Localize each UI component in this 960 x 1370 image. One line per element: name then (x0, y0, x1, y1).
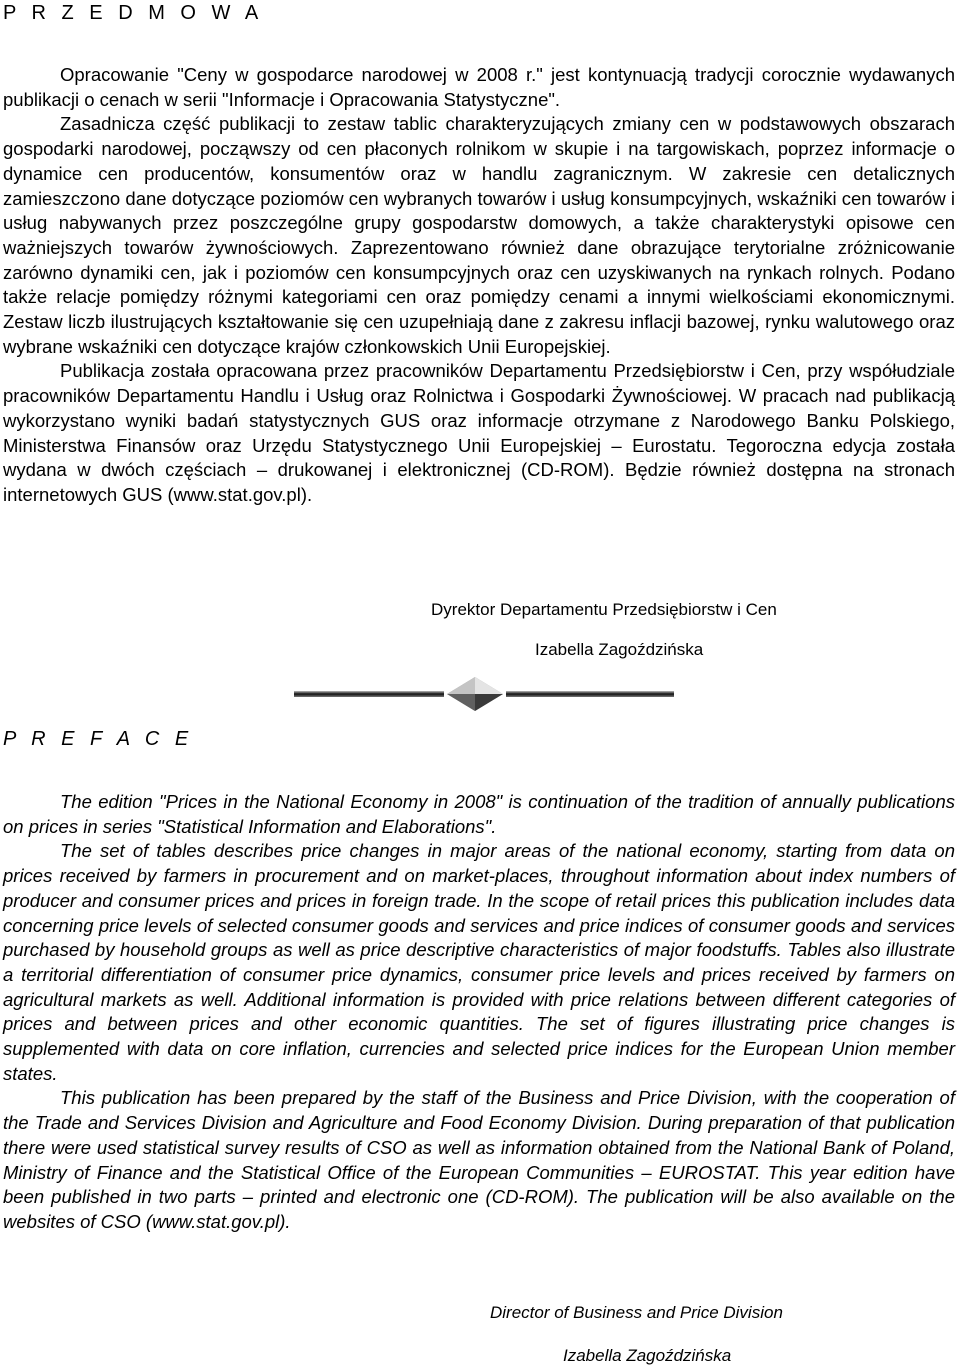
polish-heading: P R Z E D M O W A (3, 2, 264, 24)
polish-paragraph-1: Opracowanie "Ceny w gospodarce narodowej w 2008 r." jest kontynuacją tradycji corocznie wydawanych publikacji o cenach w serii "Informacje i Opracowania Statystyczne". (3, 64, 955, 110)
english-heading: P R E F A C E (3, 728, 194, 750)
english-paragraph-2: The set of tables describes price changes in major areas of the national economy, starting from data on prices received by farmers in procurement and on market-places, throughout information about index numbers of producer and consumer prices and prices in foreign trade. In the scope of retail prices this publication includes data concerning price levels of selected consumer goods and services and price indices of consumer goods and services purchased by household groups as well as price descriptive characteristics of major foodstuffs. Tables also illustrate a territorial differentiation of consumer price dynamics, consumer price levels and prices received by farmers on agricultural markets as well. Additional information is provided with price relations between different categories of prices and between prices and other economic quantities. The set of figures illustrating price changes is supplemented with data on core inflation, currencies and selected price indices for the European Union member states. (3, 840, 955, 1084)
polish-signature-title: Dyrektor Departamentu Przedsiębiorstw i Cen (431, 600, 777, 619)
english-body (3, 790, 955, 1235)
english-paragraph-1: The edition "Prices in the National Economy in 2008" is continuation of the tradition of annually publications on prices in series "Statistical Information and Elaborations". (3, 791, 955, 837)
english-signature-name: Izabella Zagoździńska (563, 1346, 732, 1365)
polish-signature-name: Izabella Zagoździńska (535, 640, 704, 659)
polish-paragraph-2: Zasadnicza część publikacji to zestaw tablic charakteryzujących zmiany cen w podstawowych obszarach gospodarki narodowej, począwszy od cen płaconych rolnikom w skupie i na targowiskach, poprzez informacje o dynamice cen producentów, konsumentów oraz w handlu zagranicznym. W zakresie cen detalicznych zamieszczono dane dotyczące poziomów cen wybranych towarów i usług konsumpcyjnych, wskaźniki cen towarów i usług nabywanych przez poszczególne grupy gospodarstw domowych, a także charakterystyki opisowe cen ważniejszych towarów żywnościowych. Zaprezentowano również dane obrazujące terytorialne zróżnicowanie zarówno dynamiki cen, jak i poziomów cen konsumpcyjnych oraz cen uzyskiwanych na rynkach rolnych. Podano także relacje pomiędzy różnymi kategoriami cen oraz pomiędzy cenami a innymi wielkościami ekonomicznymi. Zestaw liczb ilustrujących kształtowanie się cen uzupełniają dane z zakresu inflacji bazowej, rynku walutowego oraz wybrane wskaźniki cen dotyczące krajów członkowskich Unii Europejskiej. (3, 113, 955, 357)
polish-paragraph-3: Publikacja została opracowana przez pracowników Departamentu Przedsiębiorstw i Cen, przy współudziale pracowników Departamentu Handlu i Usług oraz Rolnictwa i Gospodarki Żywnościowej. W pracach nad publikacją wykorzystano wyniki badań statystycznych GUS oraz informacje otrzymane z Narodowego Banku Polskiego, Ministerstwa Finansów oraz Urzędu Statystycznego Unii Europejskiej – Eurostatu. Tegoroczna edycja została wydana w dwóch częściach – drukowanej i elektronicznej (CD-ROM). Będzie również dostępna na stronach internetowych GUS (www.stat.gov.pl). (3, 360, 955, 505)
english-paragraph-3: This publication has been prepared by the staff of the Business and Price Division, with the cooperation of the Trade and Services Division and Agriculture and Food Economy Division. During preparation of that publication there were used statistical survey results of CSO as well as information obtained from the National Bank of Poland, Ministry of Finance and the Statistical Office of the European Communities – EUROSTAT. This year edition have been published in two parts – printed and electronic one (CD-ROM). The publication will be also available on the websites of CSO (www.stat.gov.pl). (3, 1087, 955, 1232)
polish-body (3, 63, 955, 508)
english-signature-title: Director of Business and Price Division (490, 1303, 783, 1322)
diamond-divider-icon (294, 675, 674, 713)
